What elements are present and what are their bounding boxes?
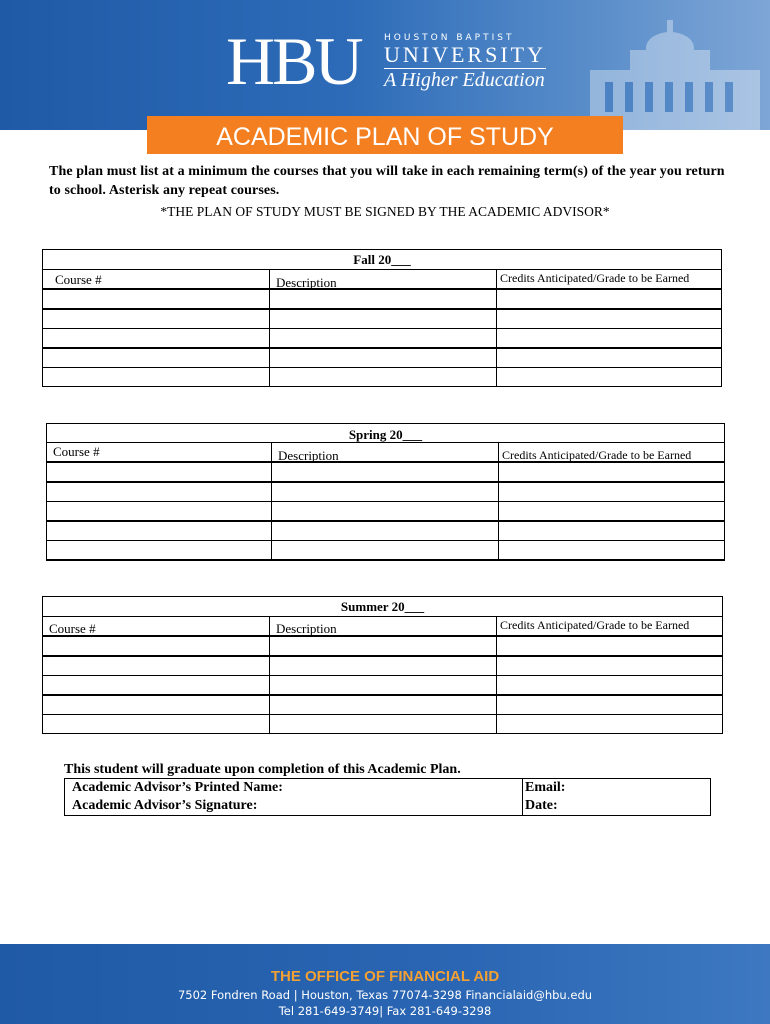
logo-houston-baptist: HOUSTON BAPTIST [384, 33, 515, 43]
spring-credits-header: Credits Anticipated/Grade to be Earned [498, 442, 725, 462]
spring-entry-cell[interactable] [46, 482, 272, 502]
fall-course-header: Course # [42, 269, 270, 289]
summer-entry-cell[interactable] [42, 636, 270, 656]
spring-entry-cell[interactable] [271, 521, 499, 541]
hbu-logo [226, 23, 546, 99]
summer-description-header: Description [269, 616, 497, 636]
summer-term-title: Summer 20___ [340, 599, 425, 614]
fall-entry-cell[interactable] [496, 348, 722, 368]
footer-phone: Tel 281-649-3749| Fax 281-649-3298 [278, 1004, 492, 1018]
fall-credits-header: Credits Anticipated/Grade to be Earned [496, 269, 722, 289]
header-banner [0, 0, 770, 130]
graduate-statement: This student will graduate upon completion of this Academic Plan. [64, 762, 461, 777]
fall-description-header: Description [269, 269, 497, 289]
summer-entry-cell[interactable] [269, 675, 497, 695]
fall-entry-cell[interactable] [496, 309, 722, 329]
advisor-notice: *THE PLAN OF STUDY MUST BE SIGNED BY THE ACADEMIC ADVISOR* [160, 204, 610, 219]
summer-entry-cell[interactable] [269, 656, 497, 676]
summer-entry-cell[interactable] [496, 636, 723, 656]
spring-term-title: Spring 20___ [348, 427, 423, 442]
logo-mark: HBU [226, 23, 361, 99]
fall-entry-cell[interactable] [496, 328, 722, 348]
spring-entry-cell[interactable] [46, 501, 272, 521]
spring-entry-cell[interactable] [498, 540, 725, 560]
fall-entry-cell[interactable] [269, 328, 497, 348]
fall-entry-cell[interactable] [42, 289, 270, 309]
spring-entry-cell[interactable] [46, 462, 272, 482]
summer-entry-cell[interactable] [269, 695, 497, 715]
fall-entry-cell[interactable] [42, 328, 270, 348]
fall-entry-cell[interactable] [496, 289, 722, 309]
summer-entry-cell[interactable] [42, 695, 270, 715]
logo-tagline: A Higher Education [384, 69, 545, 91]
advisor-signature-box [64, 778, 711, 816]
fall-entry-cell[interactable] [269, 348, 497, 368]
summer-entry-cell[interactable] [496, 714, 723, 734]
summer-entry-cell[interactable] [42, 656, 270, 676]
summer-entry-cell[interactable] [496, 675, 723, 695]
fall-entry-cell[interactable] [42, 309, 270, 329]
advisor-printed-name-label: Academic Advisor’s Printed Name: [72, 780, 283, 795]
summer-course-header: Course # [42, 616, 270, 636]
fall-entry-cell[interactable] [496, 367, 722, 387]
spring-entry-cell[interactable] [46, 540, 272, 560]
summer-entry-cell[interactable] [496, 695, 723, 715]
spring-entry-cell[interactable] [498, 482, 725, 502]
summer-entry-cell[interactable] [42, 714, 270, 734]
spring-entry-cell[interactable] [271, 462, 499, 482]
fall-entry-cell[interactable] [269, 367, 497, 387]
spring-description-header: Description [271, 442, 499, 462]
spring-entry-cell[interactable] [271, 540, 499, 560]
fall-entry-cell[interactable] [42, 367, 270, 387]
summer-entry-cell[interactable] [269, 636, 497, 656]
footer-banner [0, 944, 770, 1024]
fall-term-title: Fall 20___ [353, 252, 411, 267]
footer-office: THE OFFICE OF FINANCIAL AID [270, 968, 500, 985]
advisor-email-label: Email: [525, 780, 566, 795]
spring-entry-cell[interactable] [498, 501, 725, 521]
advisor-signature-label: Academic Advisor’s Signature: [72, 798, 258, 813]
spring-entry-cell[interactable] [271, 482, 499, 502]
spring-entry-cell[interactable] [46, 521, 272, 541]
footer-address: 7502 Fondren Road | Houston, Texas 77074-3298 Financialaid@hbu.edu [177, 988, 593, 1002]
spring-entry-cell[interactable] [498, 521, 725, 541]
logo-university: UNIVERSITY [384, 42, 546, 67]
spring-entry-cell[interactable] [271, 501, 499, 521]
summer-credits-header: Credits Anticipated/Grade to be Earned [496, 616, 723, 636]
summer-entry-cell[interactable] [496, 656, 723, 676]
page-title: ACADEMIC PLAN OF STUDY [147, 116, 623, 154]
fall-entry-cell[interactable] [269, 289, 497, 309]
fall-entry-cell[interactable] [42, 348, 270, 368]
fall-entry-cell[interactable] [269, 309, 497, 329]
intro-text: The plan must list at a minimum the courses that you will take in each remaining term(s) of the year you return to school. Asterisk any repeat courses. [49, 164, 725, 198]
campus-building-icon [570, 20, 770, 130]
advisor-date-label: Date: [525, 798, 558, 813]
summer-entry-cell[interactable] [269, 714, 497, 734]
spring-course-header: Course # [46, 442, 272, 462]
spring-entry-cell[interactable] [498, 462, 725, 482]
summer-entry-cell[interactable] [42, 675, 270, 695]
